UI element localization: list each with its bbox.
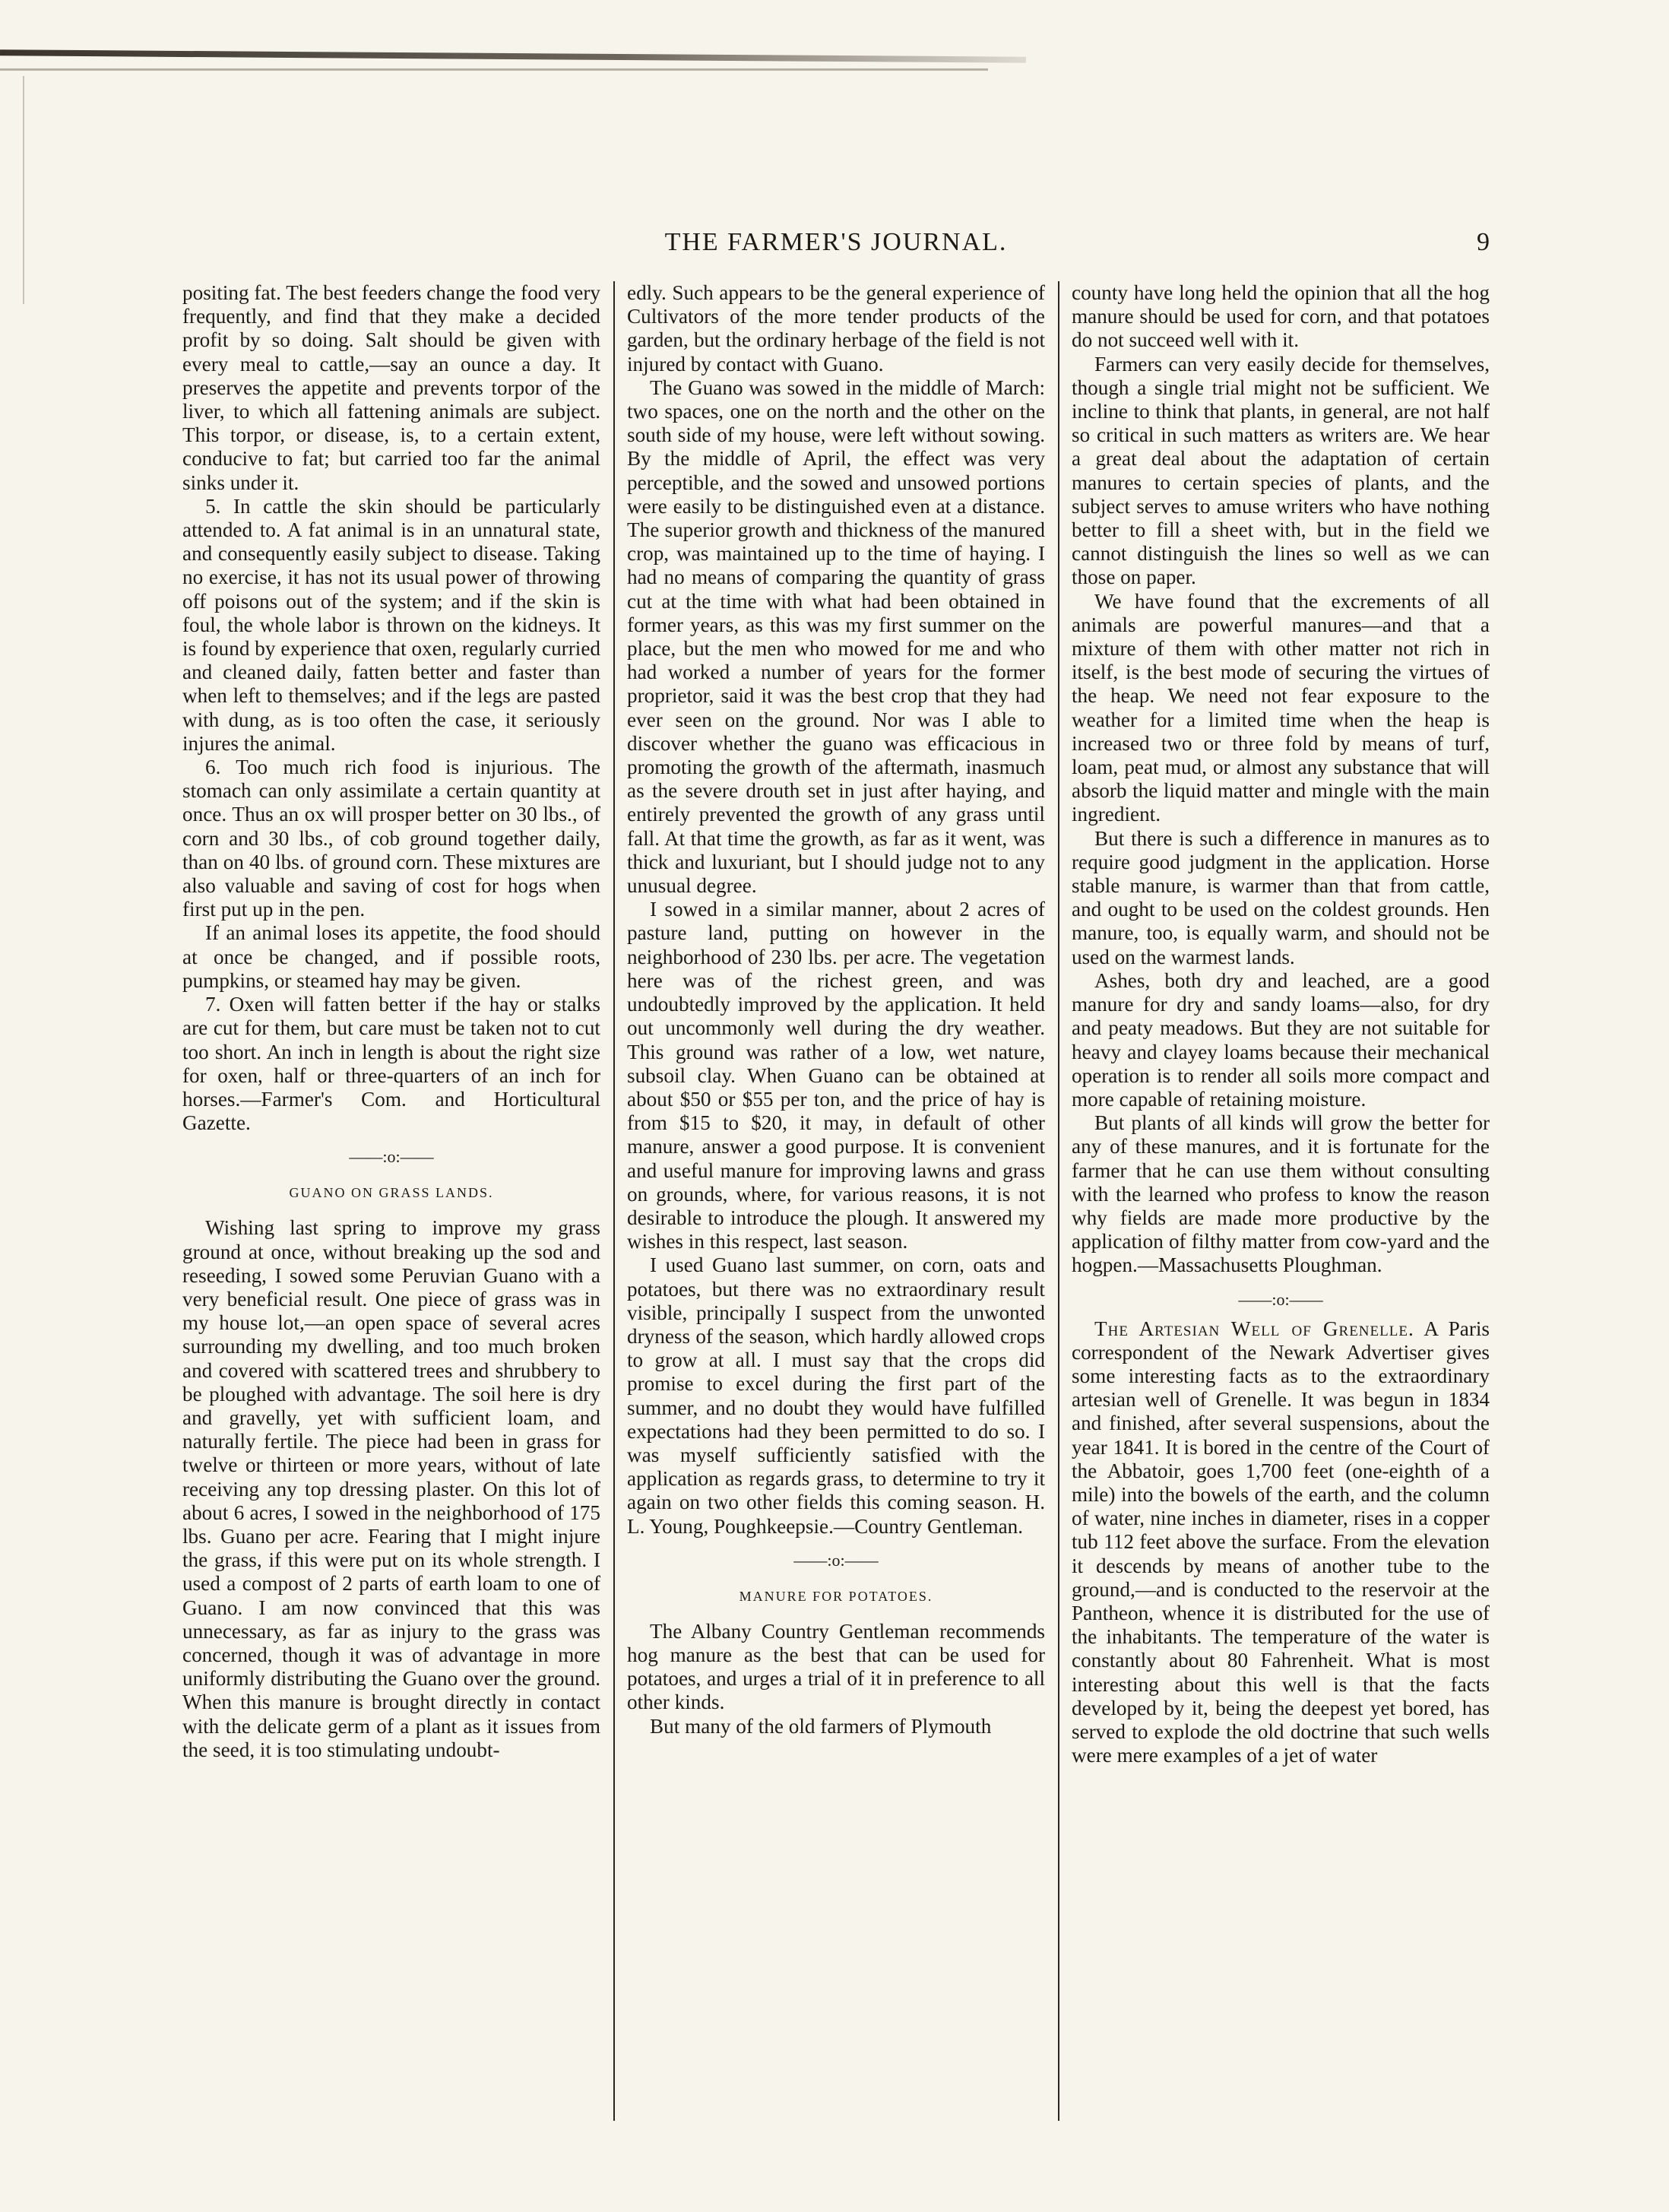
paragraph: I sowed in a similar manner, about 2 acres of pasture land, putting on however in the neighborhood of 230 lbs. per acre. The vegetation here was of the richest green, and was undoubtedly improved by the application. It held out uncommonly well during the dry weather. This ground was rather of a low, wet nature, subsoil clay. When Guano can be obtained at about $50 or $55 per ton, and the price of hay is from $15 to $20, it may, in default of other manure, answer a good purpose. It is convenient and useful manure for improving lawns and grass on grounds, where, for various reasons, it is not desirable to introduce the plough. It answered my wishes in this respect, last season. <box>627 898 1045 1253</box>
paragraph: The Albany Country Gentleman recommends hog manure as the best that can be used for potatoes, and urges a trial of it in preference to all other kinds. <box>627 1619 1045 1714</box>
paragraph: We have found that the excrements of all animals are powerful manures—and that a mixture of them with other matter not rich in itself, is the best mode of securing the virtues of the heap. We need not fear exposure to the weather for a limited time when the heap is increased two or three fold by means of turf, loam, peat mud, or almost any substance that will absorb the liquid matter and mingle with the main ingredient. <box>1072 589 1490 826</box>
section-separator: ——:o:—— <box>1238 1289 1323 1309</box>
page-top-rule-secondary <box>0 68 988 71</box>
section-title-potatoes: MANURE FOR POTATOES. <box>739 1588 933 1604</box>
column-3 <box>1072 281 1490 2136</box>
paragraph: 7. Oxen will fatten better if the hay or stalks are cut for them, but care must be taken not to cut too short. An inch in length is about the right size for oxen, half or three-quarters of an inch for horses.—Farmer's Com. and Horticultural Gazette. <box>182 993 600 1135</box>
paragraph: If an animal loses its appetite, the food should at once be changed, and if possible roots, pumpkins, or steamed hay may be given. <box>182 921 600 992</box>
page-number: 9 <box>1477 228 1490 256</box>
page-top-rule <box>0 49 1026 62</box>
page-header <box>182 228 1490 274</box>
artesian-paragraph <box>1072 1317 1490 1768</box>
section-separator: ——:o:—— <box>349 1147 434 1167</box>
section-separator: ——:o:—— <box>793 1550 879 1570</box>
paragraph: Farmers can very easily decide for themselves, though a single trial might not be sufficient. We incline to think that plants, in general, are not half so critical in such matters as writers are. We hear a great deal about the adaptation of certain manures to certain species of plants, and the subject serves to amuse writers who have nothing better to fill a sheet with, but in the field we cannot distinguish the lines so well as we can those on paper. <box>1072 352 1490 589</box>
paragraph: But plants of all kinds will grow the better for any of these manures, and it is fortunate for the farmer that he can use them without consulting with the learned who profess to know the reason why fields are made more productive by the application of filthy matter from cow-yard and the hogpen.—Massachusetts Ploughman. <box>1072 1111 1490 1277</box>
paragraph-text: A Paris correspondent of the Newark Advertiser gives some interesting facts as to the extraordinary artesian well of Grenelle. It was begun in 1834 and finished, after several suspensions, about the year 1841. It is bored in the centre of the Court of the Abbatoir, goes 1,700 feet (one-eighth of a mile) into the bowels of the earth, and the column of water, nine inches in diameter, rises in a copper tub 112 feet above the surface. From the elevation it descends by means of another tube to the ground,—and is conducted to the reservoir at the Pantheon, whence it is distributed for the use of the inhabitants. The temperature of the water is constantly about 80 Fahrenheit. What is most interesting about this well is that the facts developed by it, being the deepest yet bored, has served to explode the old doctrine that such wells were mere examples of a jet of water <box>1072 1317 1490 1767</box>
paragraph: I used Guano last summer, on corn, oats and potatoes, but there was no extraordinary result visible, principally I suspect from the unwonted dryness of the season, which hardly allowed crops to grow at all. I must say that the crops did promise to excel during the first part of the summer, and no doubt they would have fulfilled expectations had they been permitted to do so. I was myself sufficiently satisfied with the application as regards grass, to determine to try it again on two other fields this coming season. H. L. Young, Poughkeepsie.—Country Gentleman. <box>627 1253 1045 1538</box>
column-2 <box>627 281 1045 2136</box>
paragraph: Ashes, both dry and leached, are a good manure for dry and sandy loams—also, for dry and peaty meadows. But they are not suitable for heavy and clayey loams because their mechanical operation is to render all soils more compact and more capable of retaining moisture. <box>1072 968 1490 1111</box>
page-edge-mark <box>23 76 24 304</box>
paragraph: The Guano was sowed in the middle of March: two spaces, one on the north and the other on the south side of my house, were left without sowing. By the middle of April, the effect was very perceptible, and the sowed and unsowed portions were easily to be distinguished even at a distance. The superior growth and thickness of the manured crop, was maintained up to the time of haying. I had no means of comparing the quantity of grass cut at the time with what had been obtained in former years, as this was my first summer on the place, but the men who mowed for me and who had worked a number of years for the former proprietor, said it was the best crop that they had ever seen on the ground. Nor was I able to discover whether the guano was efficacious in promoting the growth of the aftermath, inasmuch as the severe drouth set in just after haying, and entirely prevented the growth of any grass until fall. At that time the growth, as far as it went, was thick and luxuriant, but I should judge not to any unusual degree. <box>627 376 1045 898</box>
paragraph: But many of the old farmers of Plymouth <box>650 1714 992 1738</box>
paragraph: county have long held the opinion that all the hog manure should be used for corn, and that potatoes do not succeed well with it. <box>1072 281 1490 352</box>
paragraph: 6. Too much rich food is injurious. The stomach can only assimilate a certain quantity at once. Thus an ox will prosper better on 30 lbs., of corn and 30 lbs., of cob ground together daily, than on 40 lbs. of ground corn. These mixtures are also valuable and saving of cost for hogs when first put up in the pen. <box>182 756 600 921</box>
paragraph: But there is such a difference in manures as to require good judgment in the application. Horse stable manure, is warmer than that from cattle, and ought to be used on the coldest grounds. Hen manure, too, is equally warm, and should not be used on the warmest lands. <box>1072 826 1490 968</box>
paragraph: Wishing last spring to improve my grass ground at once, without breaking up the sod and reseeding, I sowed some Peruvian Guano with a very beneficial result. One piece of grass was in my house lot,—an open space of several acres surrounding my dwelling, and too much broken and covered with scattered trees and shrubbery to be ploughed with advantage. The soil here is dry and gravelly, yet with sufficient loam, and naturally fertile. The piece had been in grass for twelve or thirteen or more years, without of late receiving any top dressing plaster. On this lot of about 6 acres, I sowed in the neighborhood of 175 lbs. Guano per acre. Fearing that I might injure the grass, if this were put on its whole strength. I used a compost of 2 parts of earth loam to one of Guano. I am now convinced that this was unnecessary, as far as injury to the grass was concerned, though it was of advantage in more uniformly distributing the Guano over the ground. When this manure is brought directly in contact with the delicate germ of a plant as it issues from the seed, it is too stimulating undoubt- <box>182 1216 600 1761</box>
paragraph: positing fat. The best feeders change the food very frequently, and find that they make a decided profit by so doing. Salt should be given with every meal to cattle,—say an ounce a day. It preserves the appetite and prevents torpor of the liver, to which all fattening animals are subject. This torpor, or disease, is, to a certain extent, conducive to fat; but carried too far the animal sinks under it. <box>182 281 600 494</box>
running-head: THE FARMER'S JOURNAL. <box>664 228 1008 256</box>
section-title-guano: GUANO ON GRASS LANDS. <box>289 1185 494 1201</box>
section-title-artesian: The Artesian Well of Grenelle. <box>1094 1317 1414 1340</box>
column-1 <box>182 281 600 2136</box>
paragraph: 5. In cattle the skin should be particularly attended to. A fat animal is in an unnatural state, and consequently easily subject to disease. Taking no exercise, it has not its usual power of throwing off poisons out of the system; and if the skin is foul, the whole labor is thrown on the kidneys. It is found by experience that oxen, regularly curried and cleaned daily, fatten better and faster than when left to themselves; and if the legs are pasted with dung, as is too often the case, it seriously injures the animal. <box>182 494 600 755</box>
article-columns <box>182 281 1490 2136</box>
paragraph: edly. Such appears to be the general experience of Cultivators of the more tender products of the garden, but the ordinary herbage of the field is not injured by contact with Guano. <box>627 281 1045 376</box>
